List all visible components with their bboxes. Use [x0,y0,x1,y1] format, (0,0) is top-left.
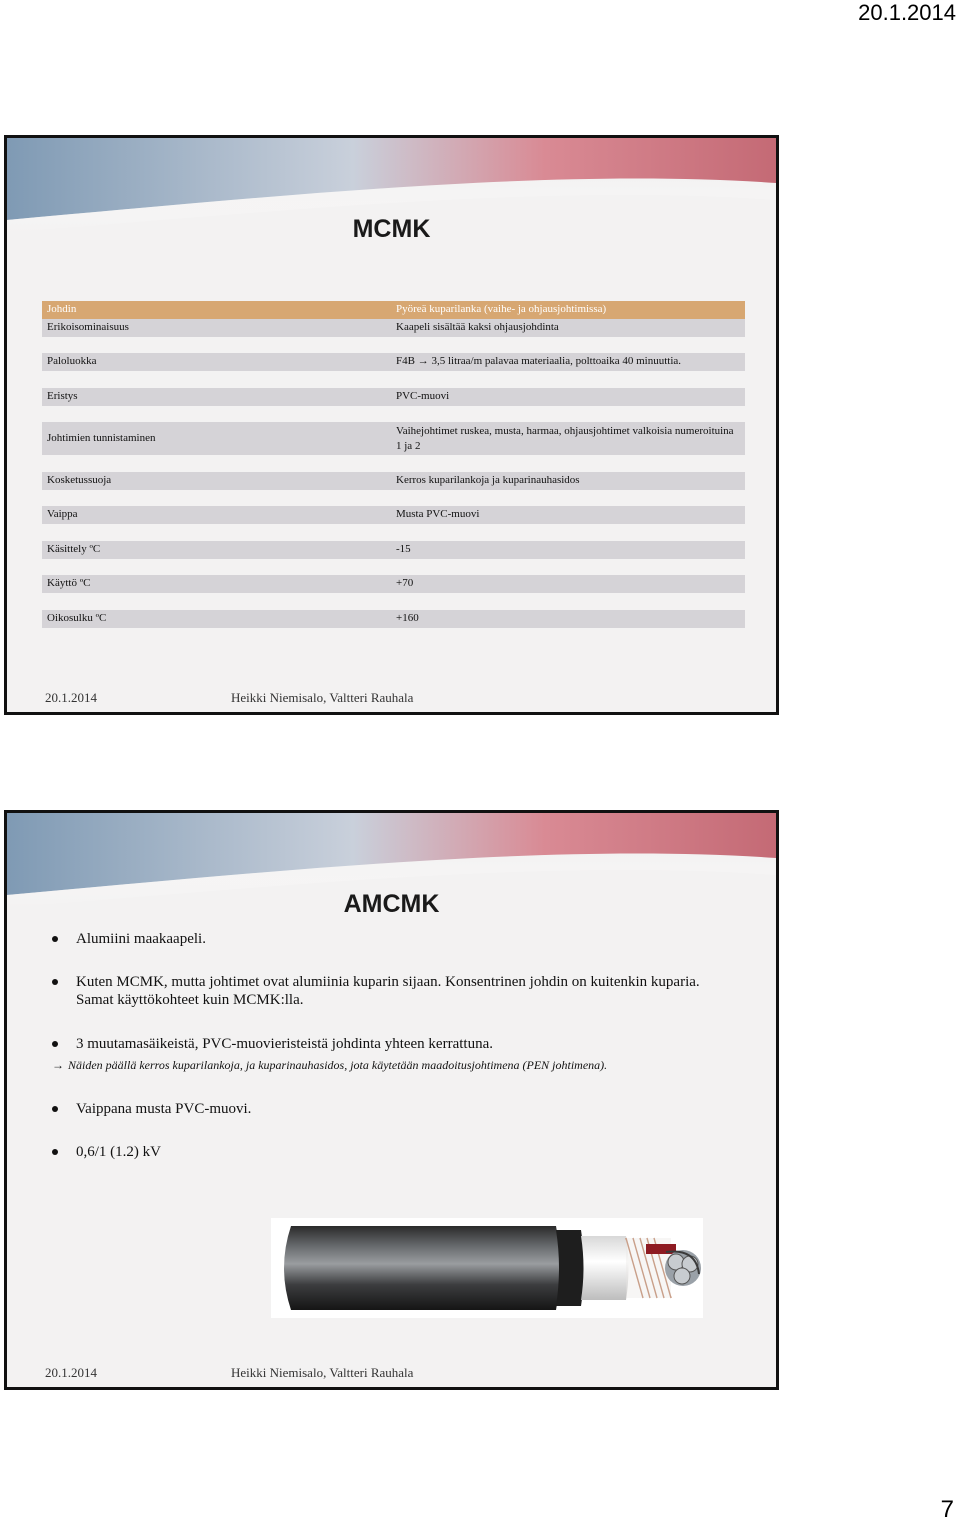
table-row [42,388,745,406]
bullet-dot [52,1149,58,1155]
list-item: Kuten MCMK, mutta johtimet ovat alumiinia kuparin sijaan. Konsentrinen johdin on kuitenkin kuparia. Samat käyttökohteet kuin MCMK:lla. [52,973,712,1009]
slide-amcmk [4,810,779,1390]
row-value: Pyöreä kuparilanka (vaihe- ja ohjausjohtimissa) [396,303,607,315]
bullet-dot [52,1106,58,1112]
table-row [42,472,745,490]
page-number: 7 [940,1496,954,1523]
slide-mcmk [4,135,779,715]
bullet-dot [52,936,58,942]
arrow-right-icon: → [52,1058,64,1072]
table-row [42,541,745,559]
row-value: +70 [396,577,414,589]
row-value: F4B → 3,5 litraa/m palavaa materiaalia, polttoaika 40 minuuttia. [396,355,682,367]
row-value: Musta PVC-muovi [396,508,480,520]
table-row [42,353,745,371]
row-value: Kaapeli sisältää kaksi ohjausjohdinta [396,321,559,333]
row-label: Erikoisominaisuus [47,321,129,333]
table-row [42,301,745,319]
arrow-note: → Näiden päällä kerros kuparilankoja, ja kuparinauhasidos, jota käytetään maadoitusjohtimena (PEN johtimena). [52,1058,608,1072]
cable-illustration [271,1218,703,1318]
page-date: 20.1.2014 [858,0,956,25]
row-label: Eristys [47,390,78,402]
row-value: +160 [396,612,419,624]
table-row [42,319,745,337]
row-label: Johtimien tunnistaminen [47,432,156,444]
row-label: Kosketussuoja [47,474,112,486]
slide-title: AMCMK [343,890,440,918]
bullet-dot [52,1041,58,1047]
row-label: Käsittely ºC [47,543,101,555]
row-value: -15 [396,543,411,555]
row-value: PVC-muovi [396,390,450,402]
cable-image [271,1218,703,1318]
footer-date: 20.1.2014 [45,1365,97,1380]
table-row [42,610,745,628]
footer-date: 20.1.2014 [45,690,97,705]
table-row [42,575,745,593]
footer-authors: Heikki Niemisalo, Valtteri Rauhala [231,1365,414,1380]
row-label: Paloluokka [47,355,97,367]
footer-authors: Heikki Niemisalo, Valtteri Rauhala [231,690,414,705]
row-label: Johdin [47,303,77,315]
list-item: 0,6/1 (1.2) kV [52,1143,712,1161]
row-value: Vaihejohtimet ruskea, musta, harmaa, ohjausjohtimet valkoisia numeroituina 1 ja 2 [396,425,734,452]
table-row [42,422,745,455]
bullet-dot [52,979,58,985]
list-item: 3 muutamasäikeistä, PVC-muovieristeistä johdinta yhteen kerrattuna. [52,1035,712,1053]
table-row [42,506,745,524]
row-value: Kerros kuparilankoja ja kuparinauhasidos [396,474,580,486]
row-label: Oikosulku ºC [47,612,107,624]
row-label: Käyttö ºC [47,577,91,589]
list-item: Alumiini maakaapeli. [52,930,712,948]
row-label: Vaippa [47,508,78,520]
slide-title: MCMK [352,215,431,243]
list-item: Vaippana musta PVC-muovi. [52,1100,712,1118]
